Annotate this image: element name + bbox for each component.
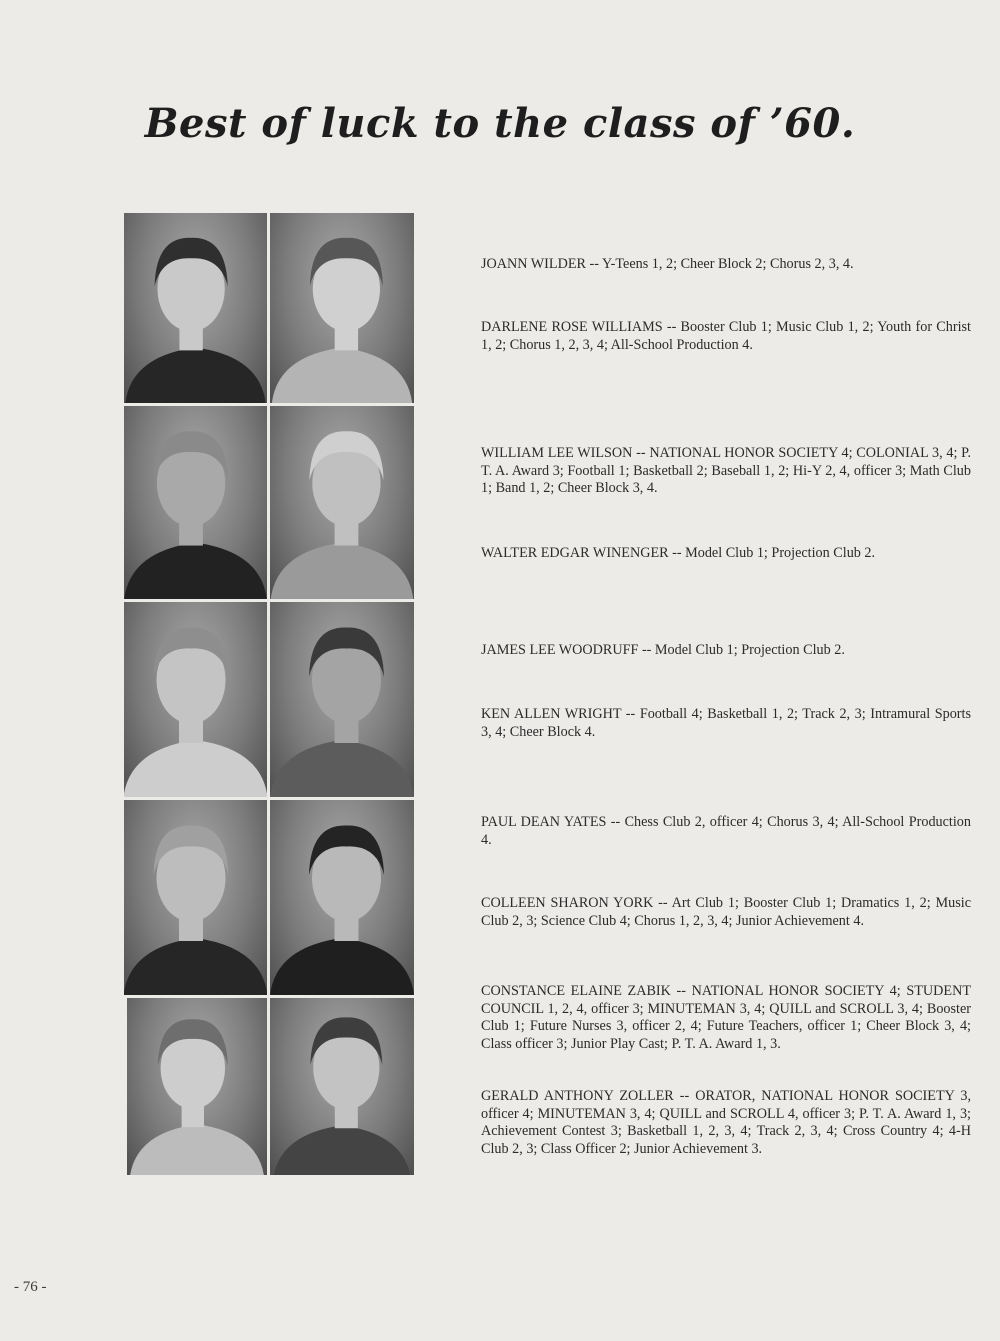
student-entry: KEN ALLEN WRIGHT -- Football 4; Basketball 1, 2; Track 2, 3; Intramural Sports 3, 4; Cheer Block 4. — [481, 706, 971, 740]
student-entry: DARLENE ROSE WILLIAMS -- Booster Club 1; Music Club 1, 2; Youth for Christ 1, 2; Chorus 1, 2, 3, 4; All-School Production 4. — [481, 319, 971, 353]
portrait-photo — [270, 800, 414, 995]
portrait-photo — [270, 406, 414, 599]
student-entry: PAUL DEAN YATES -- Chess Club 2, officer 4; Chorus 3, 4; All-School Production 4. — [481, 814, 971, 848]
portrait-photo — [124, 602, 267, 797]
student-entry: WALTER EDGAR WINENGER -- Model Club 1; Projection Club 2. — [481, 545, 876, 561]
student-entry: JOANN WILDER -- Y-Teens 1, 2; Cheer Block 2; Chorus 2, 3, 4. — [481, 256, 854, 272]
page-title: Best of luck to the class of ’60. — [144, 100, 856, 147]
portrait-photo — [270, 602, 414, 797]
page-number: - 76 - — [14, 1279, 47, 1295]
portrait-photo — [270, 213, 414, 403]
student-entry: JAMES LEE WOODRUFF -- Model Club 1; Projection Club 2. — [481, 642, 845, 658]
portrait-photo — [124, 213, 267, 403]
student-entry: COLLEEN SHARON YORK -- Art Club 1; Booster Club 1; Dramatics 1, 2; Music Club 2, 3; Science Club 4; Chorus 1, 2, 3, 4; Junior Achievement 4. — [481, 895, 971, 929]
portrait-photo — [124, 406, 267, 599]
portrait-photo — [124, 800, 267, 995]
student-entry: WILLIAM LEE WILSON -- NATIONAL HONOR SOCIETY 4; COLONIAL 3, 4; P. T. A. Award 3; Football 1; Basketball 2; Baseball 1, 2; Hi-Y 2, 4, officer 3; Math Club 1; Band 1, 2; Cheer Block 3, 4. — [481, 445, 971, 497]
portrait-photo — [270, 998, 414, 1175]
student-entry: GERALD ANTHONY ZOLLER -- ORATOR, NATIONAL HONOR SOCIETY 3, officer 4; MINUTEMAN 3, 4; QUILL and SCROLL 4, officer 3; P. T. A. Award 1, 3; Achievement Contest 3; Basketball 1, 2, 3, 4; Track 2, 3, 4; Cross Country 4; 4-H Club 2, 3; Class Officer 2; Junior Achievement 3. — [481, 1088, 971, 1157]
portrait-grid — [124, 213, 414, 1175]
portrait-photo — [127, 998, 267, 1175]
student-entry: CONSTANCE ELAINE ZABIK -- NATIONAL HONOR SOCIETY 4; STUDENT COUNCIL 1, 2, 4, officer 3; MINUTEMAN 3, 4; QUILL and SCROLL 3, 4; Booster Club 1; Future Nurses 3, officer 2, 4; Future Teachers, officer 1; Cheer Block 3, 4; Class officer 3; Junior Play Cast; P. T. A. Award 1, 3. — [481, 983, 971, 1052]
